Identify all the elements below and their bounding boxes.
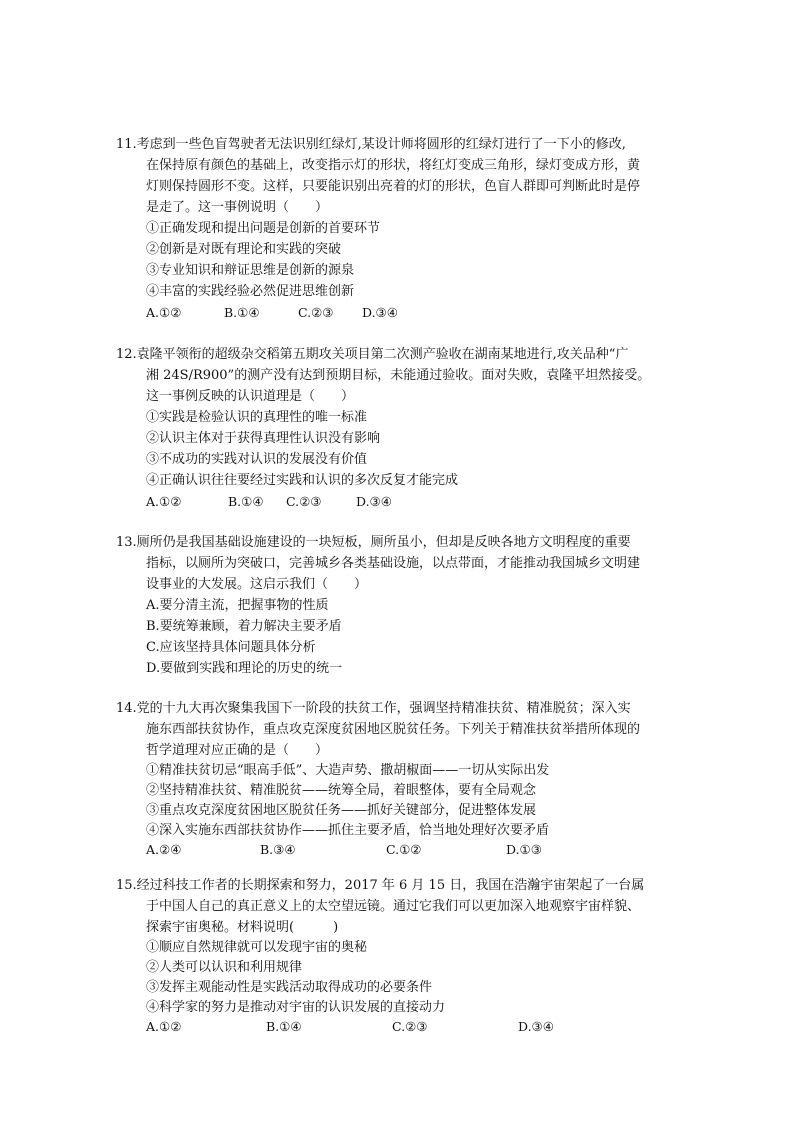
choice-item: A.要分清主流，把握事物的性质: [146, 598, 329, 613]
statement-item: ②创新是对既有理论和实践的突破: [146, 242, 342, 257]
option-a: A.②④: [146, 842, 182, 857]
stem-line: 施东西部扶贫协作，重点攻克深度贫困地区脱贫任务。下列关于精准扶贫举措所体现的: [146, 722, 641, 737]
statement-item: ④正确认识往往要经过实践和认识的多次反复才能完成: [146, 473, 459, 488]
option-d: D.③④: [518, 1019, 554, 1034]
option-c: C.①②: [386, 842, 422, 857]
answer-options: [116, 841, 682, 859]
statement-item: ①顺应自然规律就可以发现宇宙的奥秘: [146, 940, 368, 955]
option-a: A.①②: [146, 1019, 182, 1034]
question-stem: [116, 134, 682, 218]
choice-item: C.应该坚持具体问题具体分析: [146, 640, 316, 655]
stem-line: 指标，以厕所为突破口，完善城乡各类基础设施，以点带面，才能推动我国城乡文明建: [146, 556, 641, 571]
stem-line: 在保持原有颜色的基础上，改变指示灯的形状，将红灯变成三角形，绿灯变成方形，黄: [146, 158, 641, 173]
stem-line: 11.考虑到一些色盲驾驶者无法识别红绿灯,某设计师将圆形的红绿灯进行了一下小的修改,: [116, 137, 626, 152]
option-a: A.①②: [146, 494, 182, 509]
option-d: D.③④: [356, 494, 392, 509]
statement-item: ③重点攻克深度贫困地区脱贫任务——抓好关键部分，促进整体发展: [146, 803, 537, 818]
statement-item: ④科学家的努力是推动对宇宙的认识发展的直接动力: [146, 1000, 446, 1015]
stem-line: 12.袁隆平领衔的超级杂交稻第五期攻关项目第二次测产验收在湖南某地进行,攻关品种“广: [116, 347, 629, 362]
question-stem: [116, 532, 682, 595]
stem-line: 设事业的大发展。这启示我们（ ）: [146, 577, 368, 592]
statement-item: ②认识主体对于获得真理性认识没有影响: [146, 431, 381, 446]
statement-item: ①正确发现和提出问题是创新的首要环节: [146, 221, 381, 236]
answer-options: [116, 1018, 682, 1036]
stem-line: 探索宇宙奥秘。材料说明( ): [146, 920, 339, 935]
option-a: A.①②: [146, 305, 182, 320]
question-13: [116, 532, 682, 679]
statement-item: ①实践是检验认识的真理性的唯一标准: [146, 410, 368, 425]
stem-line: 湘 24S/R900”的测产没有达到预期目标，未能通过验收。面对失败，袁隆平坦然接受。: [146, 368, 651, 383]
option-c: C.②③: [392, 1019, 428, 1034]
statement-item: ③发挥主观能动性是实践活动取得成功的必要条件: [146, 980, 433, 995]
question-14: [116, 698, 682, 859]
statement-item: ④深入实施东西部扶贫协作——抓住主要矛盾，恰当地处理好次要矛盾: [146, 823, 550, 838]
stem-line: 这一事例反映的认识道理是（ ）: [146, 389, 355, 404]
option-b: B.①④: [228, 494, 264, 509]
stem-line: 15.经过科技工作者的长期探索和努力，2017 年 6 月 15 日，我国在浩瀚宇宙架起了一台属: [116, 878, 645, 893]
option-d: D.①③: [506, 842, 542, 857]
statement-item: ①精准扶贫切忌“眼高手低”、大造声势、撒胡椒面——一切从实际出发: [146, 763, 550, 778]
stem-line: 于中国人自己的真正意义上的太空望远镜。通过它我们可以更加深入地观察宇宙样貌、: [146, 899, 641, 914]
option-d: D.③④: [362, 305, 398, 320]
statement-item: ②坚持精准扶贫、精准脱贫——统筹全局，着眼整体，要有全局观念: [146, 783, 537, 798]
stem-line: 13.厕所仍是我国基础设施建设的一块短板，厕所虽小，但却是反映各地方文明程度的重要: [116, 535, 631, 550]
answer-options: [116, 491, 682, 512]
stem-line: 是走了。这一事例说明（ ）: [146, 200, 329, 215]
option-b: B.①④: [224, 305, 260, 320]
choice-item: B.要统筹兼顾，着力解决主要矛盾: [146, 619, 342, 634]
question-12: [116, 344, 682, 512]
stem-line: 14.党的十九大再次聚集我国下一阶段的扶贫工作，强调坚持精准扶贫、精准脱贫；深入实: [116, 701, 631, 716]
question-15: [116, 875, 682, 1036]
stem-line: 灯则保持圆形不变。这样，只要能识别出亮着的灯的形状，色盲人群即可判断此时是停: [146, 179, 641, 194]
statement-item: ③专业知识和辩证思维是创新的源泉: [146, 263, 355, 278]
question-11: [116, 134, 682, 323]
question-stem: [116, 875, 682, 938]
statement-item: ④丰富的实践经验必然促进思维创新: [146, 284, 355, 299]
statement-item: ③不成功的实践对认识的发展没有价值: [146, 452, 368, 467]
statement-item: ②人类可以认识和利用规律: [146, 960, 303, 975]
option-b: B.③④: [260, 842, 296, 857]
answer-options: [116, 302, 682, 323]
option-b: B.①④: [266, 1019, 302, 1034]
stem-line: 哲学道理对应正确的是（ ）: [146, 743, 329, 758]
question-stem: [116, 344, 682, 407]
option-c: C.②③: [298, 305, 334, 320]
choice-item: D.要做到实践和理论的历史的统一: [146, 661, 343, 676]
option-c: C.②③: [286, 494, 322, 509]
question-stem: [116, 698, 682, 761]
